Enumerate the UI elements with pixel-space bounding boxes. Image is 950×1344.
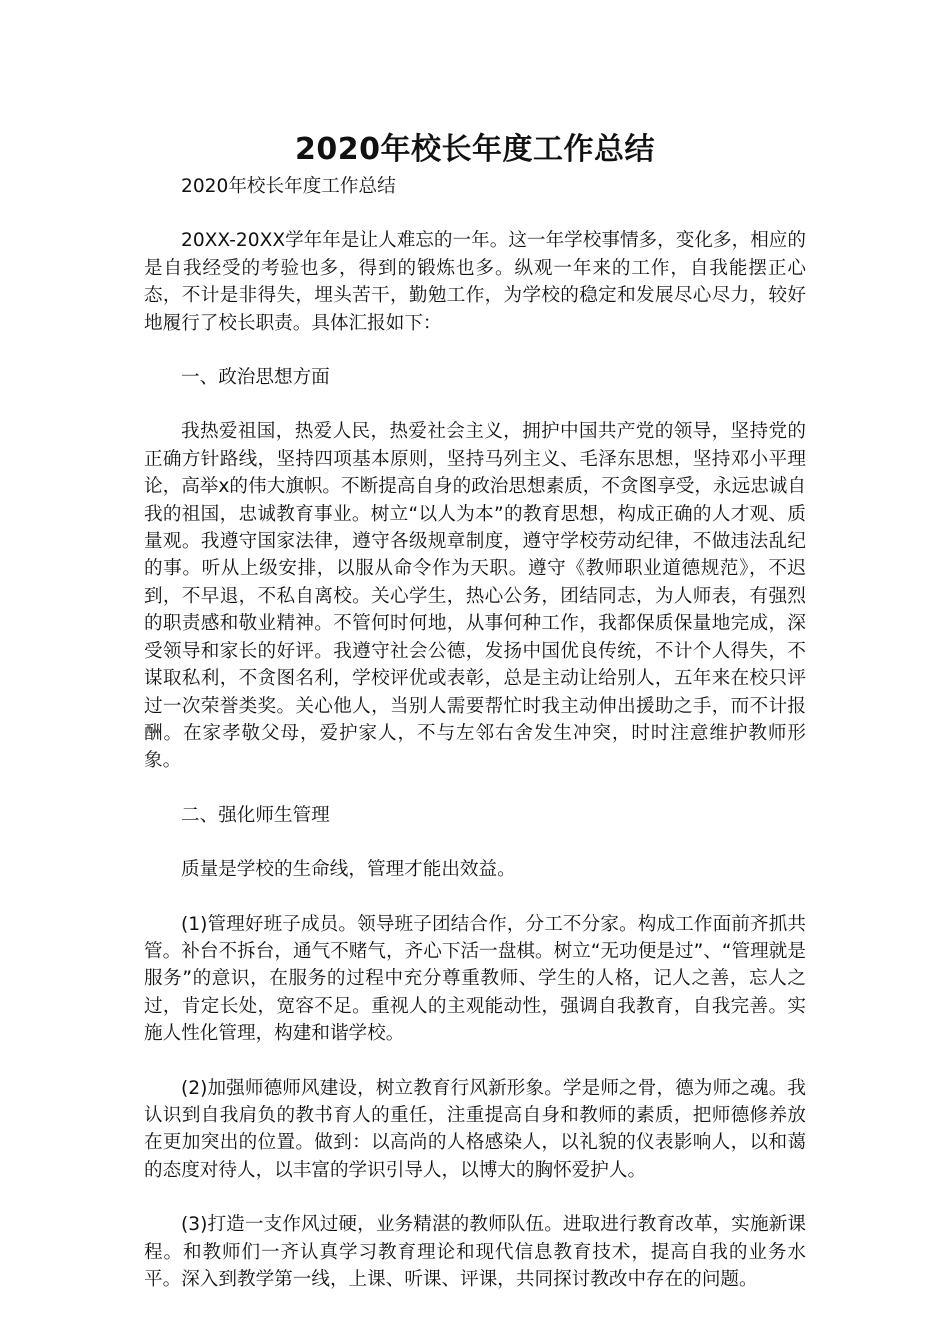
paragraph-intro: 20XX-20XX学年年是让人难忘的一年。这一年学校事情多，变化多，相应的是自我经受的考验也多，得到的锻炼也多。纵观一年来的工作，自我能摆正心态，不计是非得失，埋头苦干，勤勉工作，为学校的稳定和发展尽心尽力，较好地履行了校长职责。具体汇报如下： [144,230,806,334]
paragraph-item-1: (1)管理好班子成员。领导班子团结合作，分工不分家。构成工作面前齐抓共管。补台不拆台，通气不赌气，齐心下活一盘棋。树立“无功便是过”、“管理就是服务”的意识，在服务的过程中充分尊重教师、学生的人格，记人之善，忘人之过，肯定长处，宽容不足。重视人的主观能动性，强调自我教育，自我完善。实施人性化管理，构建和谐学校。 [144,913,806,1045]
paragraph-item-2: (2)加强师德师风建设，树立教育行风新形象。学是师之骨，德为师之魂。我认识到自我肩负的教书育人的重任，注重提高自身和教师的素质，把师德修养放在更加突出的位置。做到：以高尚的人格感染人，以礼貌的仪表影响人，以和蔼的态度对待人，以丰富的学识引导人，以博大的胸怀爱护人。 [144,1077,806,1181]
document-subtitle: 2020年校长年度工作总结 [181,176,396,197]
paragraph-quality: 质量是学校的生命线，管理才能出效益。 [181,859,516,881]
document-title: 2020年校长年度工作总结 [295,132,655,167]
paragraph-item-3: (3)打造一支作风过硬，业务精湛的教师队伍。进取进行教育改革，实施新课程。和教师们一齐认真学习教育理论和现代信息教育技术，提高自我的业务水平。深入到教学第一线，上课、听课、评课，共同探讨教改中存在的问题。 [144,1214,806,1290]
document-page [144,128,806,1293]
section-heading-politics: 一、政治思想方面 [181,367,330,389]
section-heading-management: 二、强化师生管理 [181,804,330,826]
paragraph-politics: 我热爱祖国，热爱人民，热爱社会主义，拥护中国共产党的领导，坚持党的正确方针路线，坚持四项基本原则，坚持马列主义、毛泽东思想，坚持邓小平理论，高举x的伟大旗帜。不断提高自身的政治思想素质，不贪图享受，永远忠诚自我的祖国，忠诚教育事业。树立“以人为本”的教育思想，构成正确的人才观、质量观。我遵守国家法律，遵守各级规章制度，遵守学校劳动纪律，不做违法乱纪的事。听从上级安排，以服从命令作为天职。遵守《教师职业道德规范》，不迟到，不早退，不私自离校。关心学生，热心公务，团结同志，为人师表，有强烈的职责感和敬业精神。不管何时何地，从事何种工作，我都保质保量地完成，深受领导和家长的好评。我遵守社会公德，发扬中国优良传统，不计个人得失，不谋取私利，不贪图名利，学校评优或表彰，总是主动让给别人，五年来在校只评过一次荣誉类奖。关心他人，当别人需要帮忙时我主动伸出援助之手，而不计报酬。在家孝敬父母，爱护家人，不与左邻右舍发生冲突，时时注意维护教师形象。 [144,421,806,772]
